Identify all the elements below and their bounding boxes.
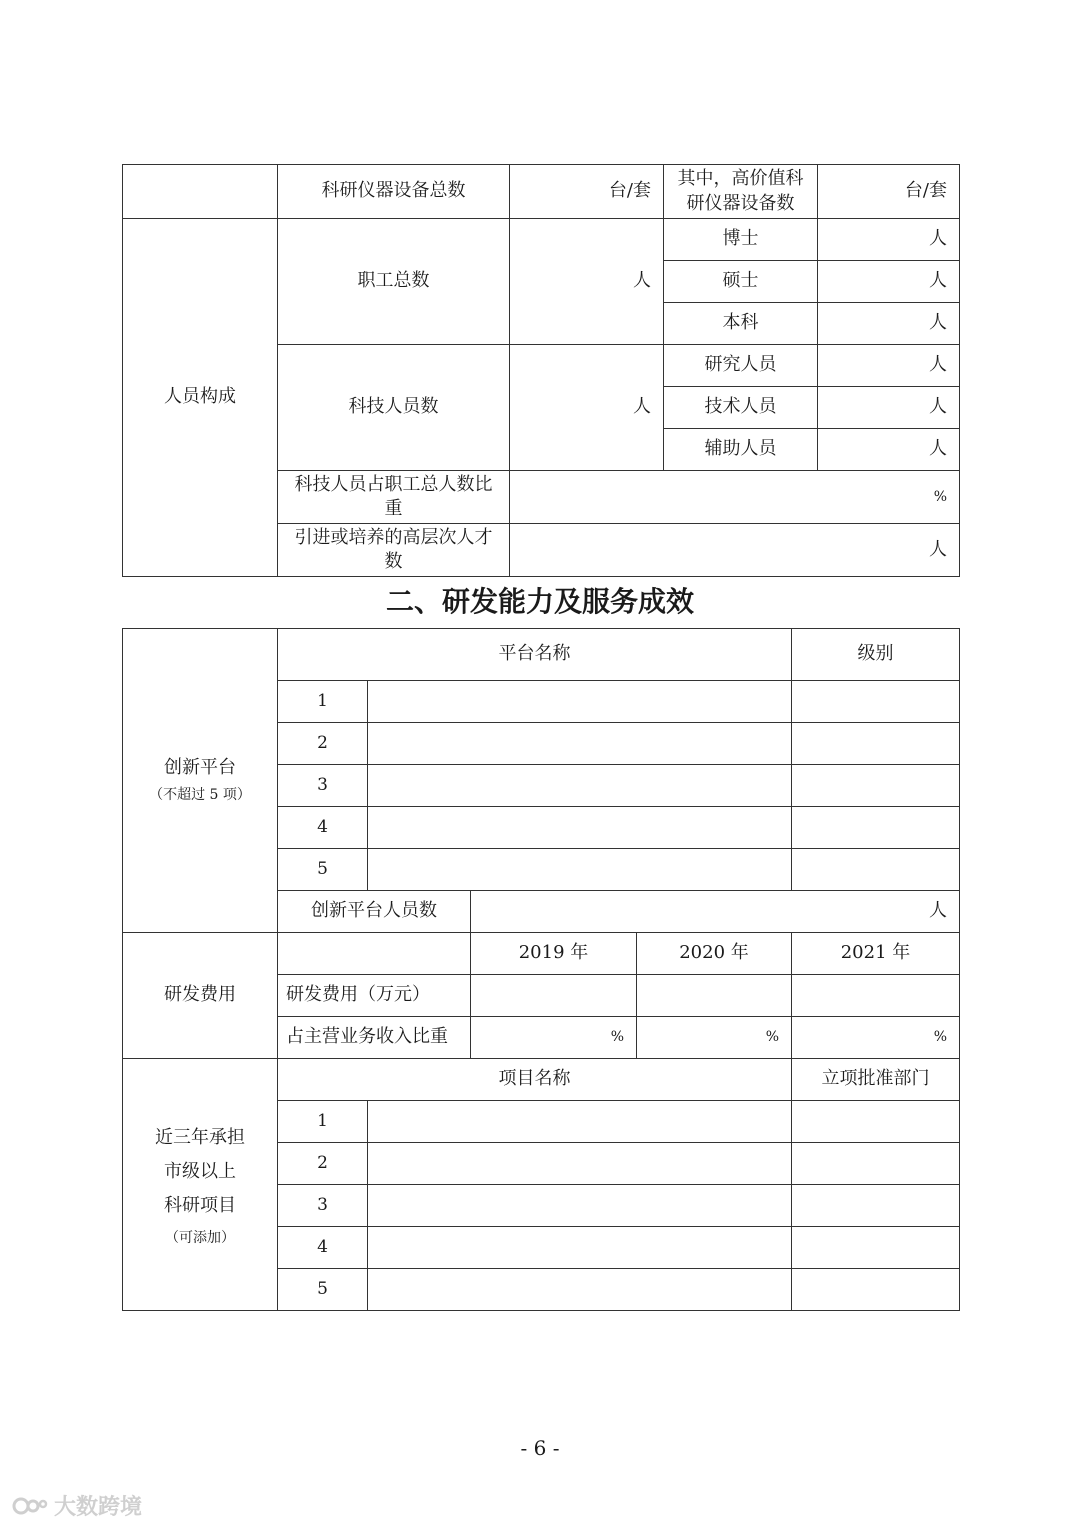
platform-label-cell [123, 629, 278, 933]
platform-row-number: 5 [278, 849, 368, 891]
rd-ratio-2020: % [637, 1017, 792, 1059]
section-title: 二、研发能力及服务成效 [385, 585, 694, 618]
tech-staff-unit: 人 [510, 345, 664, 471]
approval-dept-cell[interactable] [792, 1227, 960, 1269]
approval-dept-cell[interactable] [792, 1185, 960, 1227]
approval-dept-cell[interactable] [792, 1269, 960, 1311]
master-unit: 人 [818, 261, 960, 303]
platform-name-cell[interactable] [368, 723, 792, 765]
approval-dept-header: 立项批准部门 [792, 1059, 960, 1101]
talent-label: 引进或培养的高层次人才数 [278, 524, 510, 577]
approval-dept-cell[interactable] [792, 1143, 960, 1185]
year-2019: 2019 年 [471, 933, 637, 975]
approval-dept-cell[interactable] [792, 1101, 960, 1143]
rd-ratio-2021: % [792, 1017, 960, 1059]
high-value-label: 其中，高价值科研仪器设备数 [664, 165, 818, 219]
rd-expense-2020[interactable] [637, 975, 792, 1017]
staff-total-label: 职工总数 [278, 219, 510, 345]
platform-level-cell[interactable] [792, 681, 960, 723]
rd-ratio-label: 占主营业务收入比重 [278, 1017, 471, 1059]
projects-label-cell [123, 1059, 278, 1311]
project-row-number: 5 [278, 1269, 368, 1311]
researcher-label: 研究人员 [664, 345, 818, 387]
staff-total-unit: 人 [510, 219, 664, 345]
project-name-header: 项目名称 [278, 1059, 792, 1101]
project-row-number: 1 [278, 1101, 368, 1143]
equipment-unit: 台/套 [510, 165, 664, 219]
project-name-cell[interactable] [368, 1143, 792, 1185]
bachelor-unit: 人 [818, 303, 960, 345]
rd-expense-2021[interactable] [792, 975, 960, 1017]
technician-unit: 人 [818, 387, 960, 429]
rd-ratio-2019: % [471, 1017, 637, 1059]
platform-staff-unit: 人 [471, 891, 960, 933]
projects-label-line: 科研项目 [164, 1195, 236, 1217]
tech-staff-label: 科技人员数 [278, 345, 510, 471]
platform-row-number: 1 [278, 681, 368, 723]
watermark-text: 大数跨境 [54, 1495, 143, 1520]
doctor-label: 博士 [664, 219, 818, 261]
projects-label-line: 市级以上 [164, 1160, 236, 1182]
project-row-number: 4 [278, 1227, 368, 1269]
bachelor-label: 本科 [664, 303, 818, 345]
rd-expense-label: 研发费用（万元） [278, 975, 471, 1017]
equipment-label: 科研仪器设备总数 [278, 165, 510, 219]
personnel-table [122, 164, 960, 577]
rd-table [122, 628, 960, 1311]
platform-level-cell[interactable] [792, 807, 960, 849]
project-row-number: 3 [278, 1185, 368, 1227]
platform-name-header: 平台名称 [278, 629, 792, 681]
project-name-cell[interactable] [368, 1185, 792, 1227]
rd-expense-2019[interactable] [471, 975, 637, 1017]
project-row-number: 2 [278, 1143, 368, 1185]
platform-level-cell[interactable] [792, 765, 960, 807]
researcher-unit: 人 [818, 345, 960, 387]
blank-cell [123, 165, 278, 219]
platform-level-cell[interactable] [792, 849, 960, 891]
project-name-cell[interactable] [368, 1101, 792, 1143]
platform-name-cell[interactable] [368, 765, 792, 807]
talent-unit: 人 [510, 524, 960, 577]
doctor-unit: 人 [818, 219, 960, 261]
platform-staff-label: 创新平台人员数 [278, 891, 471, 933]
platform-note: （不超过 5 项） [149, 787, 251, 804]
watermark [12, 1490, 142, 1521]
platform-level-cell[interactable] [792, 723, 960, 765]
platform-row-number: 2 [278, 723, 368, 765]
platform-name-cell[interactable] [368, 681, 792, 723]
ratio-label: 科技人员占职工总人数比重 [278, 471, 510, 524]
blank-cell [278, 933, 471, 975]
year-2020: 2020 年 [637, 933, 792, 975]
assistant-label: 辅助人员 [664, 429, 818, 471]
platform-label: 创新平台 [164, 756, 236, 778]
year-2021: 2021 年 [792, 933, 960, 975]
projects-note: （可添加） [165, 1230, 235, 1247]
watermark-logo-icon [12, 1494, 48, 1518]
technician-label: 技术人员 [664, 387, 818, 429]
high-value-unit: 台/套 [818, 165, 960, 219]
platform-row-number: 3 [278, 765, 368, 807]
ratio-unit: % [510, 471, 960, 524]
project-name-cell[interactable] [368, 1269, 792, 1311]
rd-label: 研发费用 [123, 933, 278, 1059]
personnel-label: 人员构成 [123, 219, 278, 577]
page-number: - 6 - [520, 1436, 560, 1460]
level-header: 级别 [792, 629, 960, 681]
platform-name-cell[interactable] [368, 849, 792, 891]
assistant-unit: 人 [818, 429, 960, 471]
master-label: 硕士 [664, 261, 818, 303]
platform-name-cell[interactable] [368, 807, 792, 849]
platform-row-number: 4 [278, 807, 368, 849]
projects-label-line: 近三年承担 [155, 1126, 245, 1148]
project-name-cell[interactable] [368, 1227, 792, 1269]
